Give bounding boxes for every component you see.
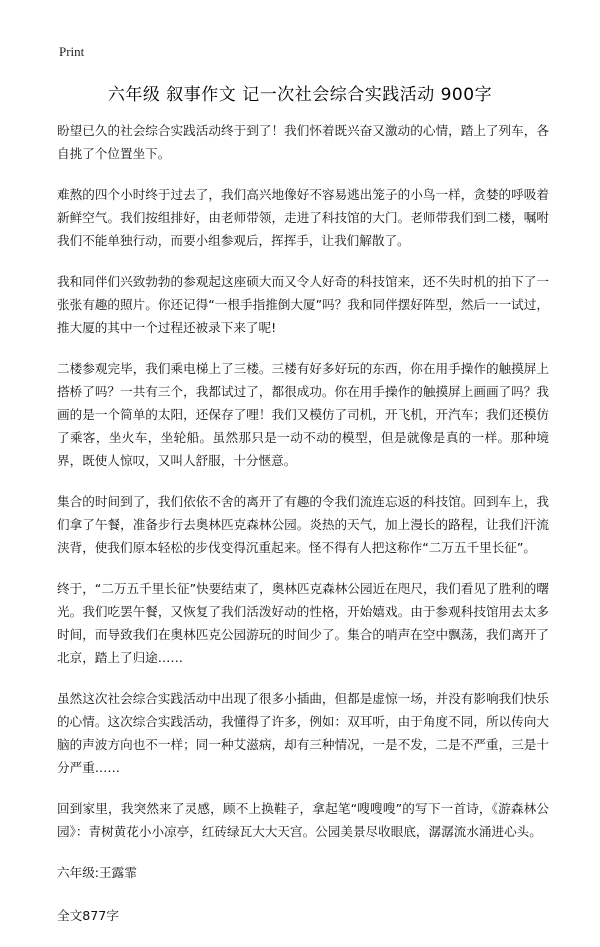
- article-body: [57, 119, 549, 947]
- author-line: 六年级:王露霏: [57, 865, 137, 880]
- print-link[interactable]: Print: [59, 44, 85, 59]
- page-title: 六年级 叙事作文 记一次社会综合实践活动 900字: [107, 85, 493, 105]
- word-count: 全文877字: [57, 908, 119, 923]
- paragraph-6: 终于，“二万五千里长征”快要结束了，奥林匹克森林公园近在咫尺，我们看见了胜利的曙光。我们吃罢午餐，又恢复了我们活泼好动的性格，开始嬉戏。由于参观科技馆用去太多时间，而导致我们在奥林匹克公园游玩的时间少了。集合的哨声在空中飘荡，我们离开了北京，踏上了归途……: [57, 581, 549, 665]
- paragraph-8: 回到家里，我突然来了灵感，顾不上换鞋子，拿起笔“嗖嗖嗖”的写下一首诗，《游森林公园》：青树黄花小小凉亭，红砖绿瓦大大天宫。公园美景尽收眼底，潺潺流水涌进心头。: [57, 801, 549, 839]
- paragraph-3: 我和同伴们兴致勃勃的参观起这座硕大而又令人好奇的科技馆来，还不失时机的拍下了一张张有趣的照片。你还记得“一根手指推倒大厦”吗？我和同伴摆好阵型，然后一一试过，推大厦的其中一个过程还被录下来了呢!: [57, 274, 549, 335]
- paragraph-1: 盼望已久的社会综合实践活动终于到了！我们怀着既兴奋又激动的心情，踏上了列车，各自挑了个位置坐下。: [57, 123, 549, 161]
- paragraph-2: 难熬的四个小时终于过去了，我们高兴地像好不容易逃出笼子的小鸟一样，贪婪的呼吸着新鲜空气。我们按组排好，由老师带领，走进了科技馆的大门。老师带我们到二楼，嘱咐我们不能单独行动，而要小组参观后，挥挥手，让我们解散了。: [57, 187, 549, 248]
- paragraph-4: 二楼参观完毕，我们乘电梯上了三楼。三楼有好多好玩的东西，你在用手操作的触摸屏上搭桥了吗？一共有三个，我都试过了，都很成功。你在用手操作的触摸屏上画画了吗？我画的是一个简单的太阳，还保存了哩！我们又模仿了司机，开飞机，开汽车；我们还模仿了乘客，坐火车，坐轮船。虽然那只是一动不动的模型，但是就像是真的一样。那种境界，既使人惊叹，又叫人舒服，十分惬意。: [57, 361, 549, 468]
- paragraph-7: 虽然这次社会综合实践活动中出现了很多小插曲，但都是虚惊一场，并没有影响我们快乐的心情。这次综合实践活动，我懂得了许多，例如：双耳听，由于角度不同，所以传向大脑的声波方向也不一样；同一种艾滋病，却有三种情况，一是不发，二是不严重，三是十分严重……: [57, 691, 549, 775]
- paragraph-5: 集合的时间到了，我们依依不舍的离开了有趣的令我们流连忘返的科技馆。回到车上，我们拿了午餐，准备步行去奥林匹克森林公园。炎热的天气，加上漫长的路程，让我们汗流浃背，使我们原本轻松的步伐变得沉重起来。怪不得有人把这称作“二万五千里长征”。: [57, 494, 549, 555]
